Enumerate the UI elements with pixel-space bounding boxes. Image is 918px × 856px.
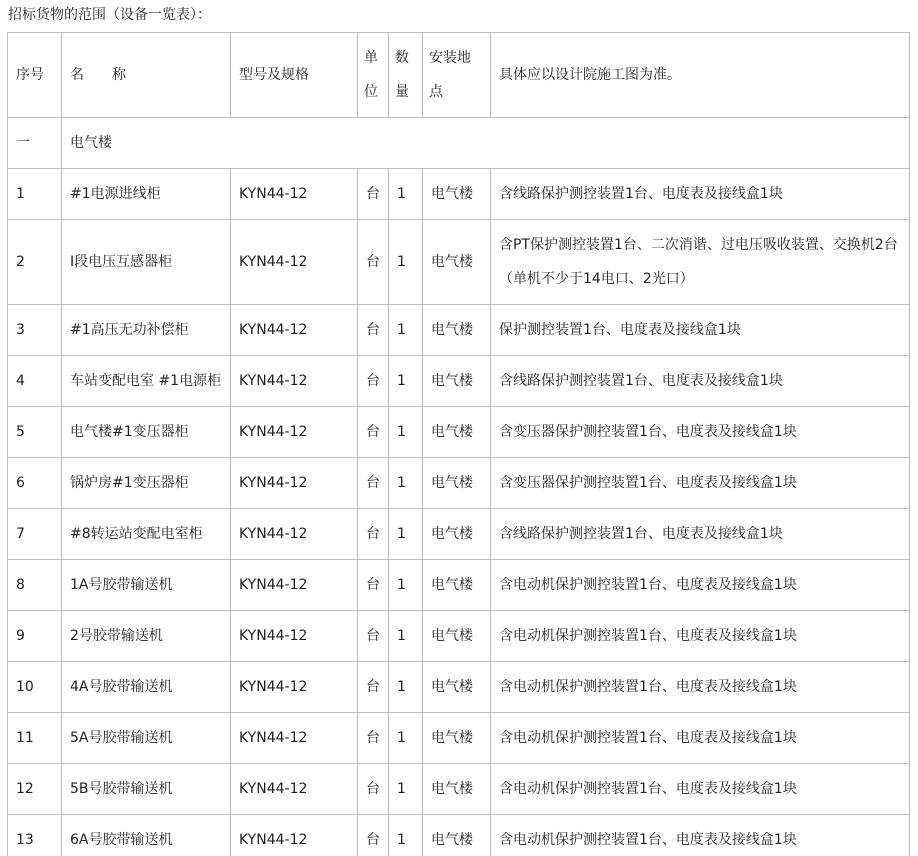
cell-location: 电气楼 [423, 305, 491, 356]
table-row [8, 169, 910, 220]
cell-seq: 7 [8, 509, 62, 560]
cell-name: 5B号胶带输送机 [62, 764, 231, 815]
header-name-b: 称 [112, 67, 126, 83]
cell-desc: 含线路保护测控装置1台、电度表及接线盒1块 [491, 356, 910, 407]
table-row [8, 662, 910, 713]
cell-seq: 13 [8, 815, 62, 856]
cell-model: KYN44-12 [231, 662, 358, 713]
cell-name: #1高压无功补偿柜 [62, 305, 231, 356]
header-model: 型号及规格 [231, 33, 358, 118]
cell-name: 5A号胶带输送机 [62, 713, 231, 764]
cell-model: KYN44-12 [231, 169, 358, 220]
cell-name: Ⅰ段电压互感器柜 [62, 220, 231, 305]
cell-name: 电气楼#1变压器柜 [62, 407, 231, 458]
cell-seq: 2 [8, 220, 62, 305]
cell-name: 锅炉房#1变压器柜 [62, 458, 231, 509]
cell-name: #8转运站变配电室柜 [62, 509, 231, 560]
cell-unit: 台 [358, 305, 389, 356]
cell-unit: 台 [358, 764, 389, 815]
cell-location: 电气楼 [423, 611, 491, 662]
table-row [8, 509, 910, 560]
cell-unit: 台 [358, 509, 389, 560]
cell-qty: 1 [389, 815, 423, 856]
table-caption: 招标货物的范围（设备一览表）： [8, 7, 211, 23]
header-desc: 具体应以设计院施工图为准。 [491, 33, 910, 118]
table-header-row [8, 33, 910, 118]
table-row [8, 611, 910, 662]
cell-location: 电气楼 [423, 662, 491, 713]
table-row [8, 220, 910, 305]
cell-seq: 8 [8, 560, 62, 611]
cell-desc: 含变压器保护测控装置1台、电度表及接线盒1块 [491, 407, 910, 458]
header-name [62, 33, 231, 118]
cell-location: 电气楼 [423, 815, 491, 856]
table-row [8, 356, 910, 407]
cell-qty: 1 [389, 169, 423, 220]
cell-name: 1A号胶带输送机 [62, 560, 231, 611]
cell-qty: 1 [389, 713, 423, 764]
cell-model: KYN44-12 [231, 458, 358, 509]
header-seq: 序号 [8, 33, 62, 118]
header-unit: 单位 [358, 33, 389, 118]
cell-location: 电气楼 [423, 220, 491, 305]
cell-name: 车站变配电室 #1电源柜 [62, 356, 231, 407]
cell-model: KYN44-12 [231, 407, 358, 458]
cell-desc: 含电动机保护测控装置1台、电度表及接线盒1块 [491, 713, 910, 764]
cell-desc: 含线路保护测控装置1台、电度表及接线盒1块 [491, 509, 910, 560]
cell-location: 电气楼 [423, 560, 491, 611]
cell-qty: 1 [389, 220, 423, 305]
cell-name: 4A号胶带输送机 [62, 662, 231, 713]
cell-desc: 保护测控装置1台、电度表及接线盒1块 [491, 305, 910, 356]
table-row [8, 407, 910, 458]
cell-model: KYN44-12 [231, 611, 358, 662]
cell-desc: 含电动机保护测控装置1台、电度表及接线盒1块 [491, 815, 910, 856]
cell-qty: 1 [389, 407, 423, 458]
cell-seq: 3 [8, 305, 62, 356]
cell-desc: 含电动机保护测控装置1台、电度表及接线盒1块 [491, 560, 910, 611]
cell-qty: 1 [389, 611, 423, 662]
cell-location: 电气楼 [423, 509, 491, 560]
cell-qty: 1 [389, 662, 423, 713]
cell-unit: 台 [358, 560, 389, 611]
cell-unit: 台 [358, 356, 389, 407]
section-row [8, 118, 910, 169]
header-qty: 数量 [389, 33, 423, 118]
cell-name: #1电源进线柜 [62, 169, 231, 220]
cell-qty: 1 [389, 305, 423, 356]
cell-seq: 11 [8, 713, 62, 764]
section-name: 电气楼 [62, 118, 910, 169]
cell-name: 6A号胶带输送机 [62, 815, 231, 856]
cell-location: 电气楼 [423, 713, 491, 764]
cell-seq: 1 [8, 169, 62, 220]
cell-unit: 台 [358, 169, 389, 220]
cell-name: 2号胶带输送机 [62, 611, 231, 662]
cell-model: KYN44-12 [231, 713, 358, 764]
cell-desc: 含电动机保护测控装置1台、电度表及接线盒1块 [491, 662, 910, 713]
cell-qty: 1 [389, 509, 423, 560]
cell-desc: 含线路保护测控装置1台、电度表及接线盒1块 [491, 169, 910, 220]
table-row [8, 458, 910, 509]
cell-desc: 含变压器保护测控装置1台、电度表及接线盒1块 [491, 458, 910, 509]
equipment-table [7, 32, 910, 856]
cell-seq: 5 [8, 407, 62, 458]
table-row [8, 815, 910, 856]
cell-model: KYN44-12 [231, 305, 358, 356]
cell-seq: 12 [8, 764, 62, 815]
table-row [8, 713, 910, 764]
table-row [8, 764, 910, 815]
cell-unit: 台 [358, 662, 389, 713]
cell-location: 电气楼 [423, 356, 491, 407]
table-row [8, 305, 910, 356]
cell-location: 电气楼 [423, 407, 491, 458]
cell-qty: 1 [389, 560, 423, 611]
cell-seq: 10 [8, 662, 62, 713]
cell-unit: 台 [358, 611, 389, 662]
cell-location: 电气楼 [423, 458, 491, 509]
cell-seq: 9 [8, 611, 62, 662]
cell-location: 电气楼 [423, 169, 491, 220]
cell-desc: 含PT保护测控装置1台、二次消谐、过电压吸收装置、交换机2台（单机不少于14电口、2光口） [491, 220, 910, 305]
cell-model: KYN44-12 [231, 509, 358, 560]
cell-model: KYN44-12 [231, 560, 358, 611]
cell-seq: 4 [8, 356, 62, 407]
cell-qty: 1 [389, 458, 423, 509]
cell-model: KYN44-12 [231, 815, 358, 856]
cell-model: KYN44-12 [231, 356, 358, 407]
cell-unit: 台 [358, 815, 389, 856]
cell-unit: 台 [358, 220, 389, 305]
cell-qty: 1 [389, 764, 423, 815]
cell-model: KYN44-12 [231, 764, 358, 815]
cell-unit: 台 [358, 713, 389, 764]
cell-model: KYN44-12 [231, 220, 358, 305]
cell-unit: 台 [358, 407, 389, 458]
header-name-a: 名 [70, 67, 84, 83]
header-location: 安装地点 [423, 33, 491, 118]
cell-location: 电气楼 [423, 764, 491, 815]
cell-seq: 6 [8, 458, 62, 509]
section-seq: 一 [8, 118, 62, 169]
cell-desc: 含电动机保护测控装置1台、电度表及接线盒1块 [491, 764, 910, 815]
cell-desc: 含电动机保护测控装置1台、电度表及接线盒1块 [491, 611, 910, 662]
cell-unit: 台 [358, 458, 389, 509]
cell-qty: 1 [389, 356, 423, 407]
table-row [8, 560, 910, 611]
